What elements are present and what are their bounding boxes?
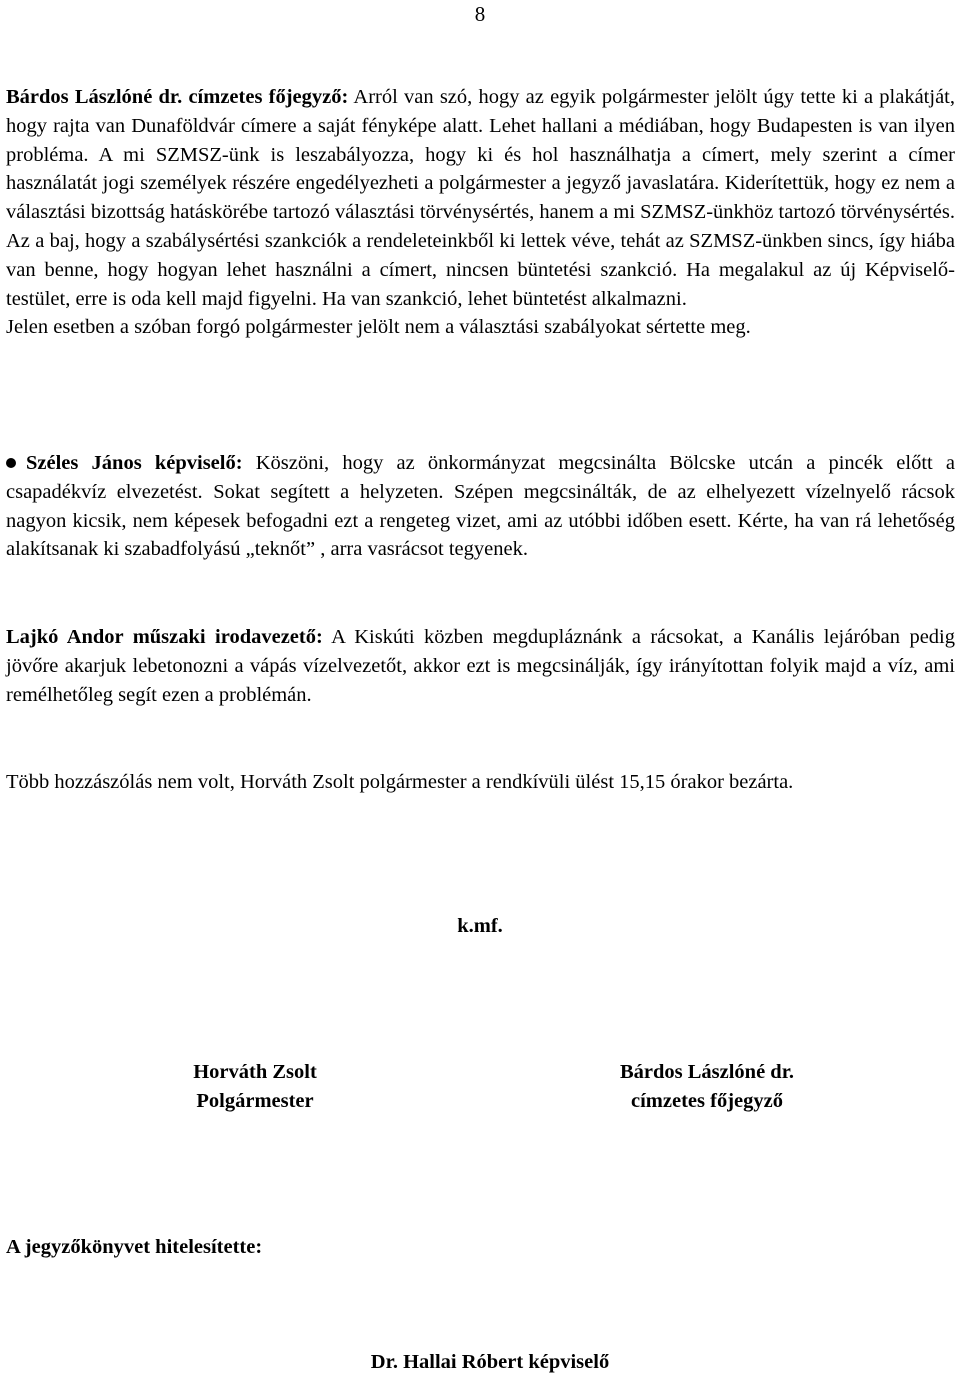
paragraph-text: A Kiskúti közben megdupláznánk a rácsokat, a Kanális lejáróban pedig jövőre akarjuk lebetonozni a vápás vízelvezetőt, akkor ezt is megcsinálják, így irányítottan folyik majd a víz, ami remélhetőleg segít ezen a problémán. [6,626,955,706]
speaker-name: Lajkó Andor műszaki irodavezető: [6,626,323,648]
bullet-icon [6,458,16,468]
authenticator-name: Dr. Hallai Róbert képviselő [370,1351,610,1373]
speaker-name: Bárdos Lászlóné dr. címzetes főjegyző: [6,86,349,108]
paragraph-lajko [6,623,955,709]
signature-notary [567,1058,847,1116]
paragraph-szeles [6,449,955,564]
paragraph-bardos [6,83,955,342]
signature-mayor [135,1058,375,1116]
paragraph-text: Köszöni, hogy az önkormányzat megcsinálta Bölcske utcán a pincék előtt a csapadékvíz elvezetést. Sokat segített a helyzeten. Szépen megcsinálták, de az elhelyezett vízelnyelő rácsok nagyon kicsik, nem képesek befogadni ezt a rengeteg vizet, ami az utóbbi időben esett. Kérte, ha van rá lehetőség alakítsanak ki szabadfolyású „teknőt” , arra vasrácsot tegyenek. [6,452,955,561]
kmf-label: k.mf. [457,915,503,937]
paragraph-text: Arról van szó, hogy az egyik polgármester jelölt úgy tette ki a plakátját, hogy rajta van Dunaföldvár címere a saját fényképe alatt. Lehet hallani a médiában, hogy Budapesten is van ilyen probléma. A mi SZMSZ-ünk is leszabályozza, hogy ki és hol használhatja a címert, mely szerint a címer használatát jogi személyek részére engedélyezheti a polgármester a jegyző javaslatára. Kiderítettük, hogy ez nem a választási bizottság hatáskörébe tartozó választási törvénysértés, hanem a mi SZMSZ-ünkhöz tartozó törvénysértés. Az a baj, hogy a szabálysértési szankciók a rendeleteinkből ki lettek véve, tehát az SZMSZ-ünkben sincs, így hiába van benne, hogy hogyan lehet használni a címert, nincsen büntetési szankció. Ha megalakul az új Képviselő-testület, erre is oda kell majd figyelni. Ha van szankció, lehet büntetést alkalmazni. [6,86,955,310]
authenticated-label: A jegyzőkönyvet hitelesítette: [6,1236,263,1258]
signature-name: Horváth Zsolt [193,1061,317,1083]
signature-name: Bárdos Lászlóné dr. [619,1061,795,1083]
paragraph-text-continued: Jelen esetben a szóban forgó polgármester jelölt nem a választási szabályokat sértette meg. [6,316,751,339]
speaker-name: Széles János képviselő: [26,452,243,474]
signature-title: Polgármester [196,1090,314,1112]
paragraph-text: Több hozzászólás nem volt, Horváth Zsolt polgármester a rendkívüli ülést 15,15 órakor bezárta. [6,771,794,793]
page-number: 8 [474,2,486,26]
signature-title: címzetes főjegyző [631,1090,783,1112]
paragraph-closing [6,768,955,797]
